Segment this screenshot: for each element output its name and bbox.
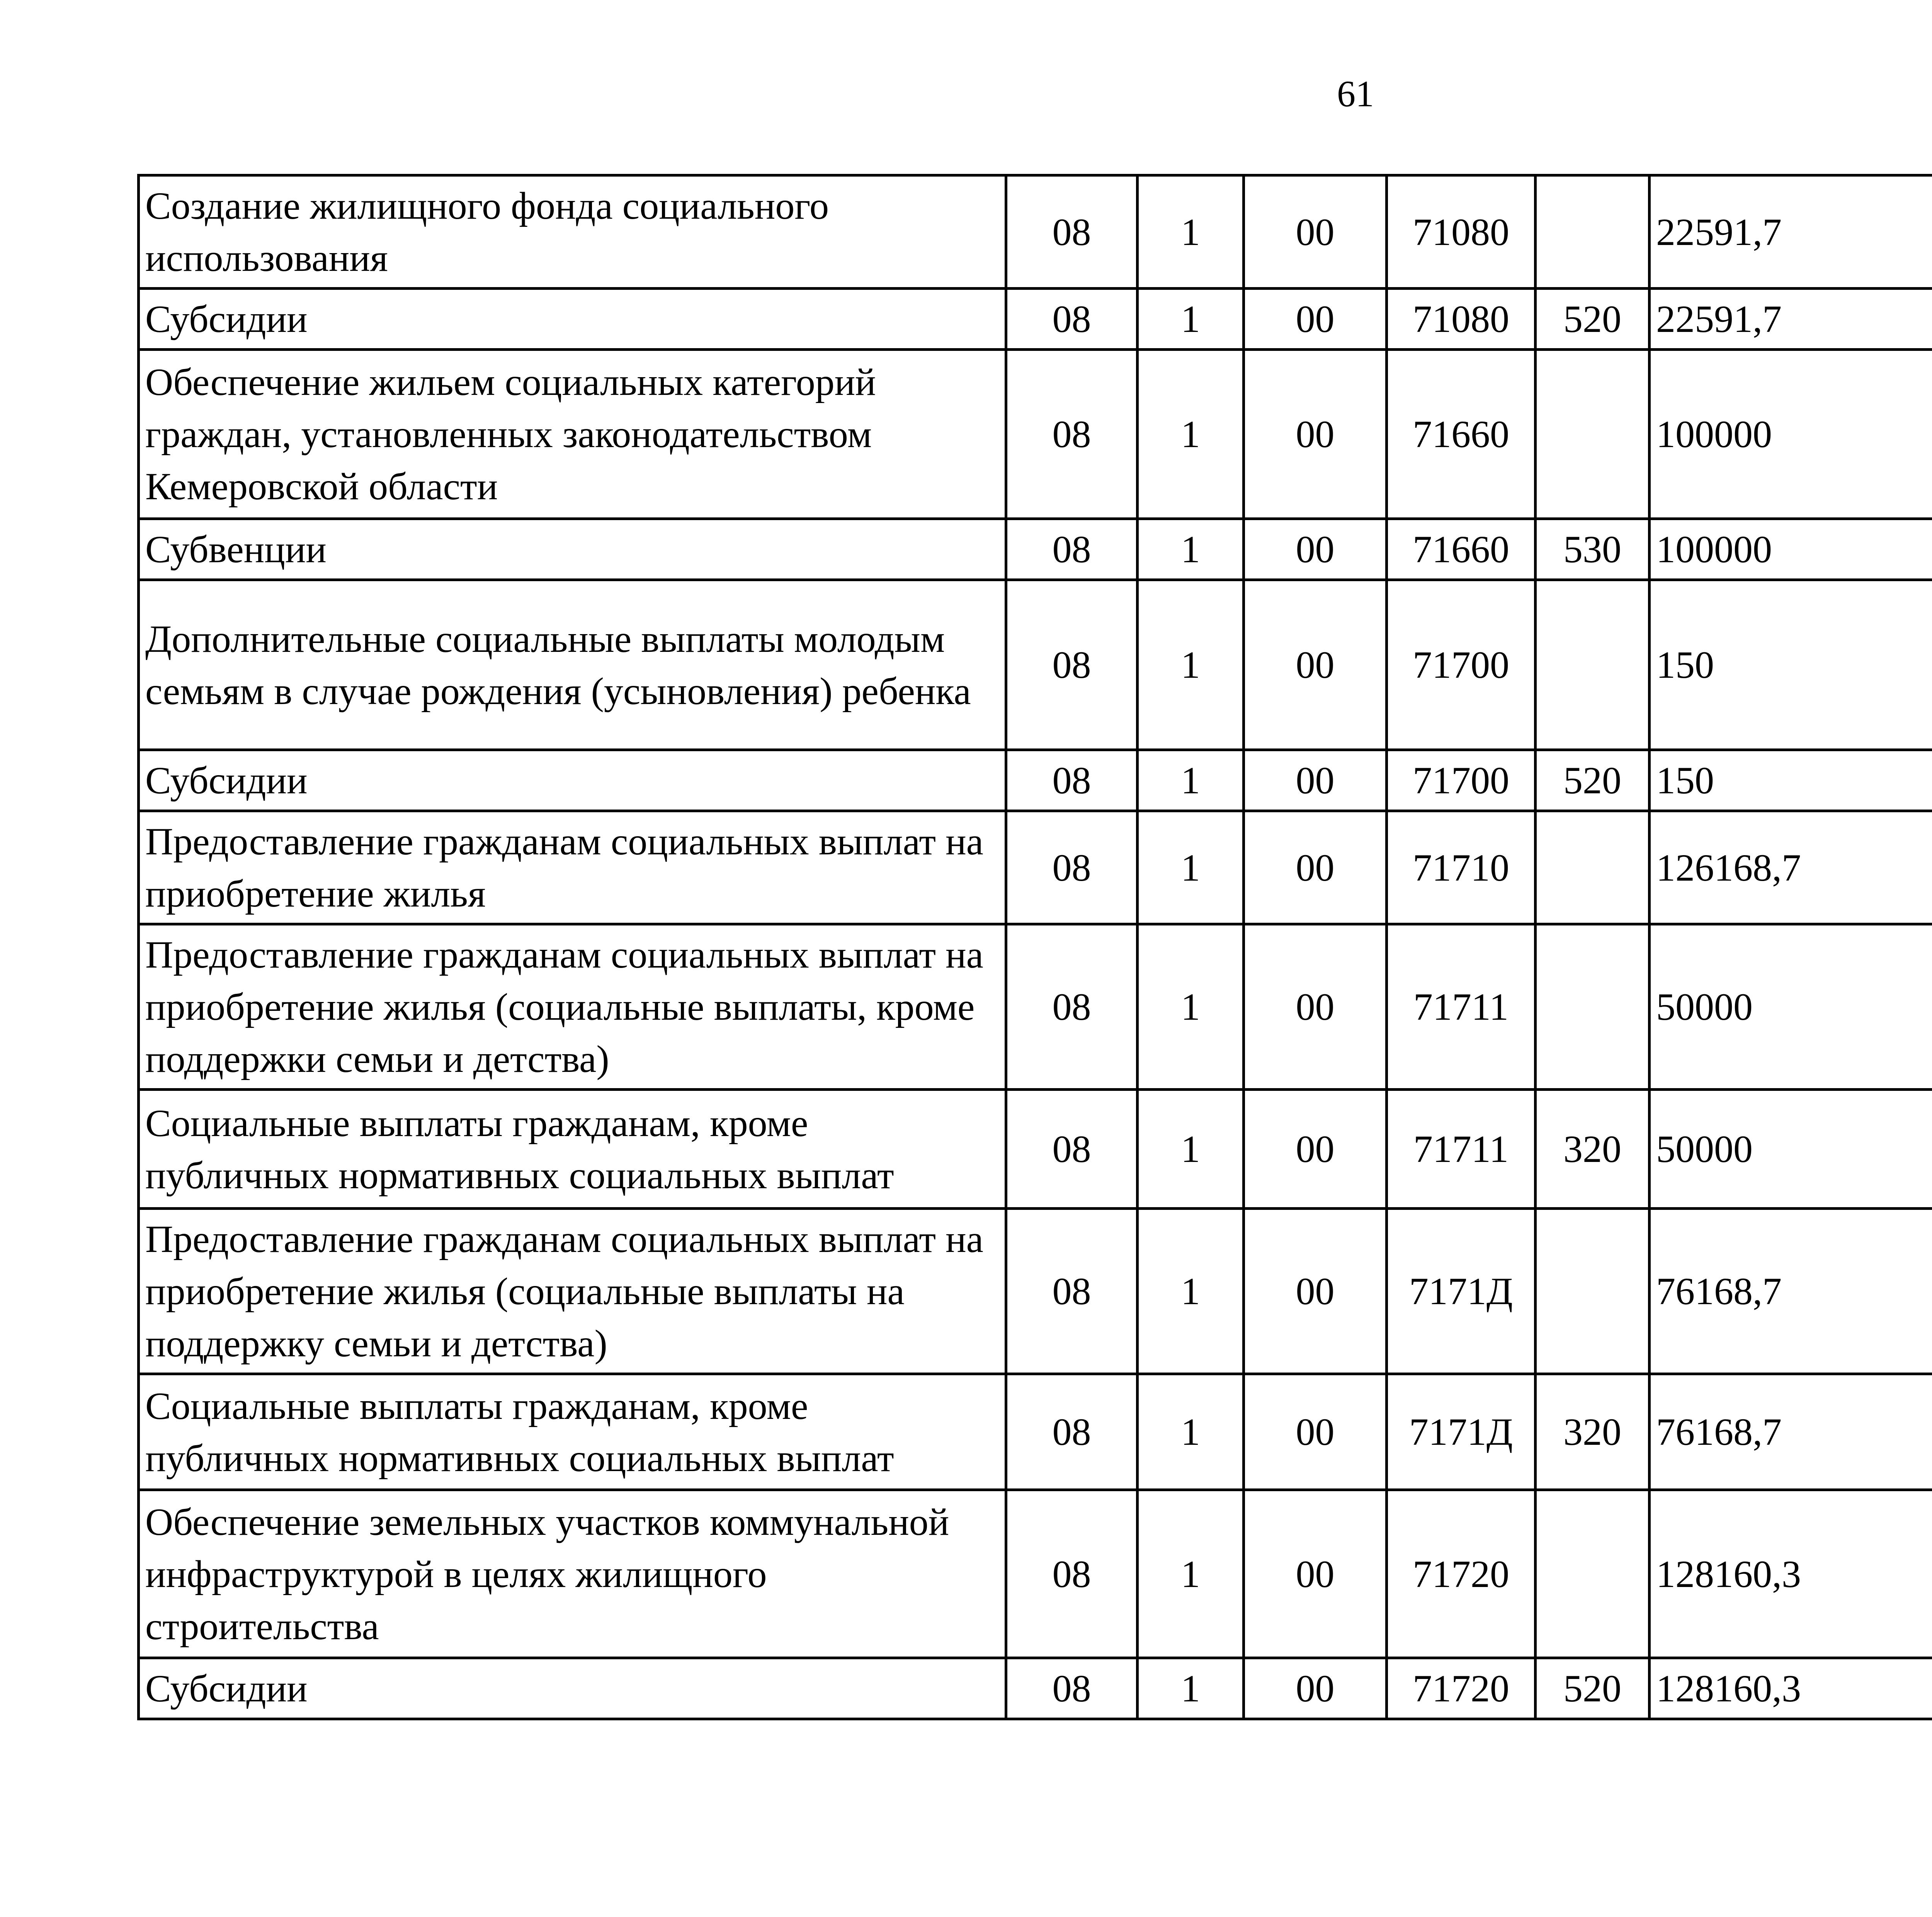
row-name: Обеспечение земельных участков коммунальной инфраструктурой в целях жилищного строительства (139, 1490, 1006, 1658)
amount-year-1: 150 (1650, 750, 1932, 811)
row-name: Предоставление гражданам социальных выплат на приобретение жилья (139, 811, 1006, 924)
subprogram-code: 00 (1244, 1209, 1387, 1374)
program-code: 1 (1138, 1490, 1244, 1658)
row-name: Предоставление гражданам социальных выплат на приобретение жилья (социальные выплаты, кроме поддержки семьи и детства) (139, 924, 1006, 1090)
direction-code: 71660 (1387, 519, 1536, 580)
row-name: Обеспечение жильем социальных категорий граждан, установленных законодательством Кемеровской области (139, 350, 1006, 519)
subprogram-code: 00 (1244, 1374, 1387, 1490)
row-name: Субсидии (139, 289, 1006, 350)
direction-code: 71710 (1387, 811, 1536, 924)
amount-year-1: 126168,7 (1650, 811, 1932, 924)
expense-type-code (1536, 924, 1650, 1090)
program-code: 1 (1138, 811, 1244, 924)
row-name: Предоставление гражданам социальных выплат на приобретение жилья (социальные выплаты на поддержку семьи и детства) (139, 1209, 1006, 1374)
subprogram-code: 00 (1244, 750, 1387, 811)
direction-code: 71080 (1387, 289, 1536, 350)
program-code: 1 (1138, 750, 1244, 811)
amount-year-1: 22591,7 (1650, 175, 1932, 289)
section-code: 08 (1006, 1374, 1138, 1490)
amount-year-1: 76168,7 (1650, 1374, 1932, 1490)
expense-type-code (1536, 350, 1650, 519)
section-code: 08 (1006, 519, 1138, 580)
direction-code: 7171Д (1387, 1209, 1536, 1374)
amount-year-1: 100000 (1650, 350, 1932, 519)
expense-type-code: 320 (1536, 1090, 1650, 1209)
section-code: 08 (1006, 750, 1138, 811)
subprogram-code: 00 (1244, 924, 1387, 1090)
direction-code: 71711 (1387, 1090, 1536, 1209)
table-row (139, 519, 1932, 580)
row-name: Субсидии (139, 1658, 1006, 1719)
table-row (139, 1490, 1932, 1658)
section-code: 08 (1006, 811, 1138, 924)
table-row (139, 175, 1932, 289)
table-row (139, 1209, 1932, 1374)
amount-year-1: 128160,3 (1650, 1490, 1932, 1658)
budget-table (137, 174, 1932, 1720)
row-name: Социальные выплаты гражданам, кроме публичных нормативных социальных выплат (139, 1374, 1006, 1490)
table-row (139, 580, 1932, 750)
table-row (139, 350, 1932, 519)
expense-type-code: 520 (1536, 1658, 1650, 1719)
subprogram-code: 00 (1244, 1658, 1387, 1719)
subprogram-code: 00 (1244, 580, 1387, 750)
expense-type-code (1536, 1209, 1650, 1374)
expense-type-code (1536, 580, 1650, 750)
expense-type-code (1536, 175, 1650, 289)
subprogram-code: 00 (1244, 1490, 1387, 1658)
section-code: 08 (1006, 924, 1138, 1090)
row-name: Дополнительные социальные выплаты молодым семьям в случае рождения (усыновления) ребенка (139, 580, 1006, 750)
amount-year-1: 50000 (1650, 924, 1932, 1090)
expense-type-code (1536, 811, 1650, 924)
section-code: 08 (1006, 580, 1138, 750)
expense-type-code: 520 (1536, 289, 1650, 350)
row-name: Субвенции (139, 519, 1006, 580)
section-code: 08 (1006, 1209, 1138, 1374)
section-code: 08 (1006, 1490, 1138, 1658)
section-code: 08 (1006, 289, 1138, 350)
amount-year-1: 22591,7 (1650, 289, 1932, 350)
program-code: 1 (1138, 924, 1244, 1090)
program-code: 1 (1138, 1090, 1244, 1209)
amount-year-1: 128160,3 (1650, 1658, 1932, 1719)
program-code: 1 (1138, 289, 1244, 350)
section-code: 08 (1006, 175, 1138, 289)
row-name: Социальные выплаты гражданам, кроме публичных нормативных социальных выплат (139, 1090, 1006, 1209)
program-code: 1 (1138, 1658, 1244, 1719)
section-code: 08 (1006, 350, 1138, 519)
direction-code: 71700 (1387, 750, 1536, 811)
direction-code: 71711 (1387, 924, 1536, 1090)
expense-type-code (1536, 1490, 1650, 1658)
expense-type-code: 320 (1536, 1374, 1650, 1490)
program-code: 1 (1138, 175, 1244, 289)
table-row (139, 811, 1932, 924)
amount-year-1: 150 (1650, 580, 1932, 750)
direction-code: 71660 (1387, 350, 1536, 519)
program-code: 1 (1138, 1209, 1244, 1374)
subprogram-code: 00 (1244, 1090, 1387, 1209)
amount-year-1: 50000 (1650, 1090, 1932, 1209)
subprogram-code: 00 (1244, 811, 1387, 924)
expense-type-code: 520 (1536, 750, 1650, 811)
expense-type-code: 530 (1536, 519, 1650, 580)
page-number: 61 (1337, 73, 1374, 114)
table-row (139, 289, 1932, 350)
subprogram-code: 00 (1244, 350, 1387, 519)
table-row (139, 1374, 1932, 1490)
direction-code: 71720 (1387, 1658, 1536, 1719)
amount-year-1: 100000 (1650, 519, 1932, 580)
section-code: 08 (1006, 1658, 1138, 1719)
table-row (139, 1090, 1932, 1209)
program-code: 1 (1138, 580, 1244, 750)
direction-code: 71720 (1387, 1490, 1536, 1658)
subprogram-code: 00 (1244, 519, 1387, 580)
program-code: 1 (1138, 519, 1244, 580)
subprogram-code: 00 (1244, 175, 1387, 289)
amount-year-1: 76168,7 (1650, 1209, 1932, 1374)
row-name: Создание жилищного фонда социального использования (139, 175, 1006, 289)
program-code: 1 (1138, 350, 1244, 519)
subprogram-code: 00 (1244, 289, 1387, 350)
table-row (139, 924, 1932, 1090)
row-name: Субсидии (139, 750, 1006, 811)
program-code: 1 (1138, 1374, 1244, 1490)
direction-code: 71080 (1387, 175, 1536, 289)
table-row (139, 750, 1932, 811)
section-code: 08 (1006, 1090, 1138, 1209)
direction-code: 7171Д (1387, 1374, 1536, 1490)
table-row (139, 1658, 1932, 1719)
direction-code: 71700 (1387, 580, 1536, 750)
